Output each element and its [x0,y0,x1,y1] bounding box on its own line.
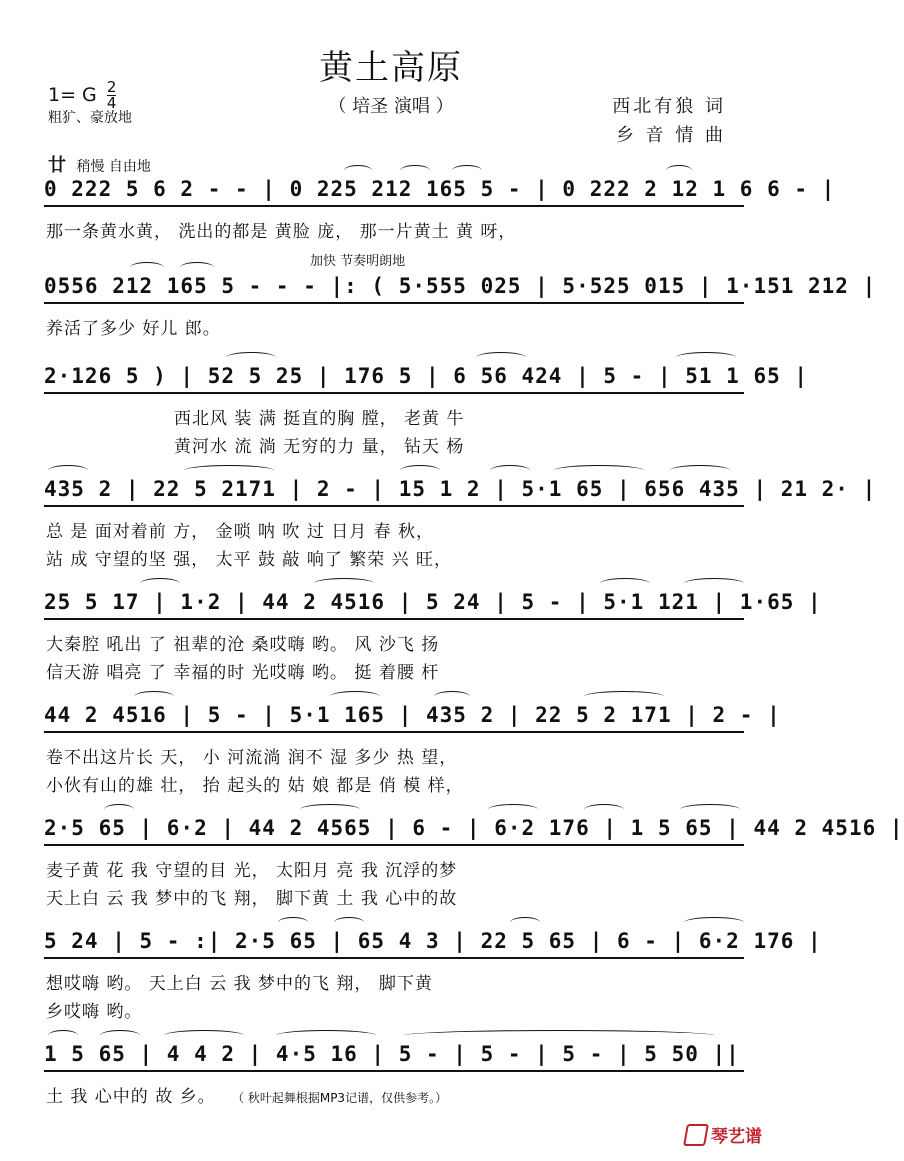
slur-mark [344,165,372,176]
slur-mark [680,804,740,815]
lyric-verse-1: 卷不出这片长 天， 小 河流淌 润不 湿 多少 热 望， [46,748,458,768]
slur-mark [666,165,692,176]
slur-mark [600,578,650,589]
slur-mark [314,578,374,589]
slur-mark [490,465,530,476]
lyric-verse-2: 黄河水 流 淌 无穷的力 量， 钻天 杨 [174,437,465,457]
slur-mark [184,465,274,476]
lyric-verse-1: 想哎嗨 哟。 天上白 云 我 梦中的飞 翔， 脚下黄 [46,974,433,994]
notation-line: 2·126 5 ) | 52 5 25 | 176 5 | 6 56 424 | 5 - | 51 1 65 | [44,362,744,394]
lyric-verse-1: 养活了多少 好儿 郎。 [46,319,221,339]
song-subtitle: （ 培圣 演唱 ） [328,96,454,117]
song-title: 黄土高原 [319,48,463,88]
time-denominator: 4 [106,94,117,112]
logo-icon [683,1124,709,1146]
tempo-change: 加快 节奏明朗地 [310,254,406,269]
slur-mark [488,804,538,815]
lyric-verse-1 [46,1082,447,1107]
slur-mark [276,1030,376,1041]
slur-mark [434,691,470,702]
slur-mark [400,165,430,176]
slur-mark [48,465,88,476]
score-system [44,175,836,275]
lyric-verse-2: 小伙有山的雄 壮， 抬 起头的 姑 娘 都是 俏 模 样， [46,776,464,796]
score-system [44,475,877,575]
lyric-verse-1: 那一条黄水黄， 洗出的都是 黄脸 庞， 那一片黄土 黄 呀， [46,222,517,242]
fermata-free-icon: 廿 [48,155,66,176]
score-system [44,814,904,914]
slur-mark [180,262,214,273]
notation-line: 0 222 5 6 2 - - | 0 225 212 165 5 - | 0 222 2 12 1 6 6 - | [44,175,744,207]
notation-line: 435 2 | 22 5 2171 | 2 - | 15 1 2 | 5·1 65 | 656 435 | 21 2· | [44,475,744,507]
slur-mark [670,465,730,476]
lyric-verse-2: 乡哎嗨 哟。 [46,1002,143,1022]
expression-mark: 粗犷、豪放地 [48,110,132,126]
slur-mark [104,804,134,815]
lyric-verse-1: 总 是 面对着前 方， 金唢 呐 吹 过 日月 春 秋， [46,522,435,542]
slur-mark [684,578,744,589]
slur-mark [554,465,644,476]
site-logo[interactable] [685,1122,762,1147]
key-label: 1= G [48,84,97,106]
slur-mark [684,917,744,928]
logo-text: 琴艺谱 [711,1127,762,1147]
slur-mark [140,578,180,589]
slur-mark [48,1030,78,1041]
slur-mark [452,165,482,176]
lyric-verse-1: 大秦腔 吼出 了 祖辈的沧 桑哎嗨 哟。 风 沙飞 扬 [46,635,440,655]
notation-line: 0556 212 165 5 - - - |: ( 5·555 025 | 5·525 015 | 1·151 212 | [44,272,744,304]
tempo-marking [48,151,151,177]
lyric-verse-2: 信天游 唱亮 了 幸福的时 光哎嗨 哟。 挺 着腰 杆 [46,663,440,683]
notation-line: 5 24 | 5 - :| 2·5 65 | 65 4 3 | 22 5 65 | 6 - | 6·2 176 | [44,927,744,959]
slur-mark [300,804,360,815]
score-system [44,272,877,372]
slur-mark [584,691,664,702]
score-system [44,588,822,688]
slur-mark [476,352,526,363]
lyric-verse-1: 西北风 装 满 挺直的胸 膛， 老黄 牛 [174,409,465,429]
slur-mark [510,917,540,928]
footnote: （ 秋叶起舞根据MP3记谱，仅供参考。） [232,1091,448,1105]
slur-mark [400,465,440,476]
composer-credit: 乡 音 情 曲 [615,125,726,146]
score-system [44,927,822,1027]
lyricist-credit: 西北有狼 词 [612,96,726,117]
slur-mark [334,917,364,928]
notation-line: 1 5 65 | 4 4 2 | 4·5 16 | 5 - | 5 - | 5 - | 5 50 || [44,1040,744,1072]
notation-line: 44 2 4516 | 5 - | 5·1 165 | 435 2 | 22 5 2 171 | 2 - | [44,701,744,733]
slur-mark [226,352,276,363]
slur-mark [404,1030,714,1041]
time-numerator: 2 [106,78,117,96]
notation-line: 2·5 65 | 6·2 | 44 2 4565 | 6 - | 6·2 176 | 1 5 65 | 44 2 4516 | [44,814,744,846]
slur-mark [164,1030,244,1041]
slur-mark [278,917,308,928]
slur-mark [130,262,164,273]
lyric-verse-2: 天上白 云 我 梦中的飞 翔， 脚下黄 土 我 心中的故 [46,889,458,909]
lyric-text: 土 我 心中的 故 乡。 [46,1087,216,1107]
tempo-text: 稍慢 自由地 [76,159,151,175]
slur-mark [330,691,380,702]
score-system [44,1040,744,1140]
lyric-verse-1: 麦子黄 花 我 守望的目 光， 太阳月 亮 我 沉浮的梦 [46,861,458,881]
slur-mark [584,804,624,815]
notation-line: 25 5 17 | 1·2 | 44 2 4516 | 5 24 | 5 - | 5·1 121 | 1·65 | [44,588,744,620]
lyric-verse-2: 站 成 守望的坚 强， 太平 鼓 敲 响了 繁荣 兴 旺， [46,550,453,570]
slur-mark [676,352,736,363]
score-system [44,362,809,462]
score-system [44,701,781,801]
slur-mark [100,1030,140,1041]
slur-mark [134,691,174,702]
